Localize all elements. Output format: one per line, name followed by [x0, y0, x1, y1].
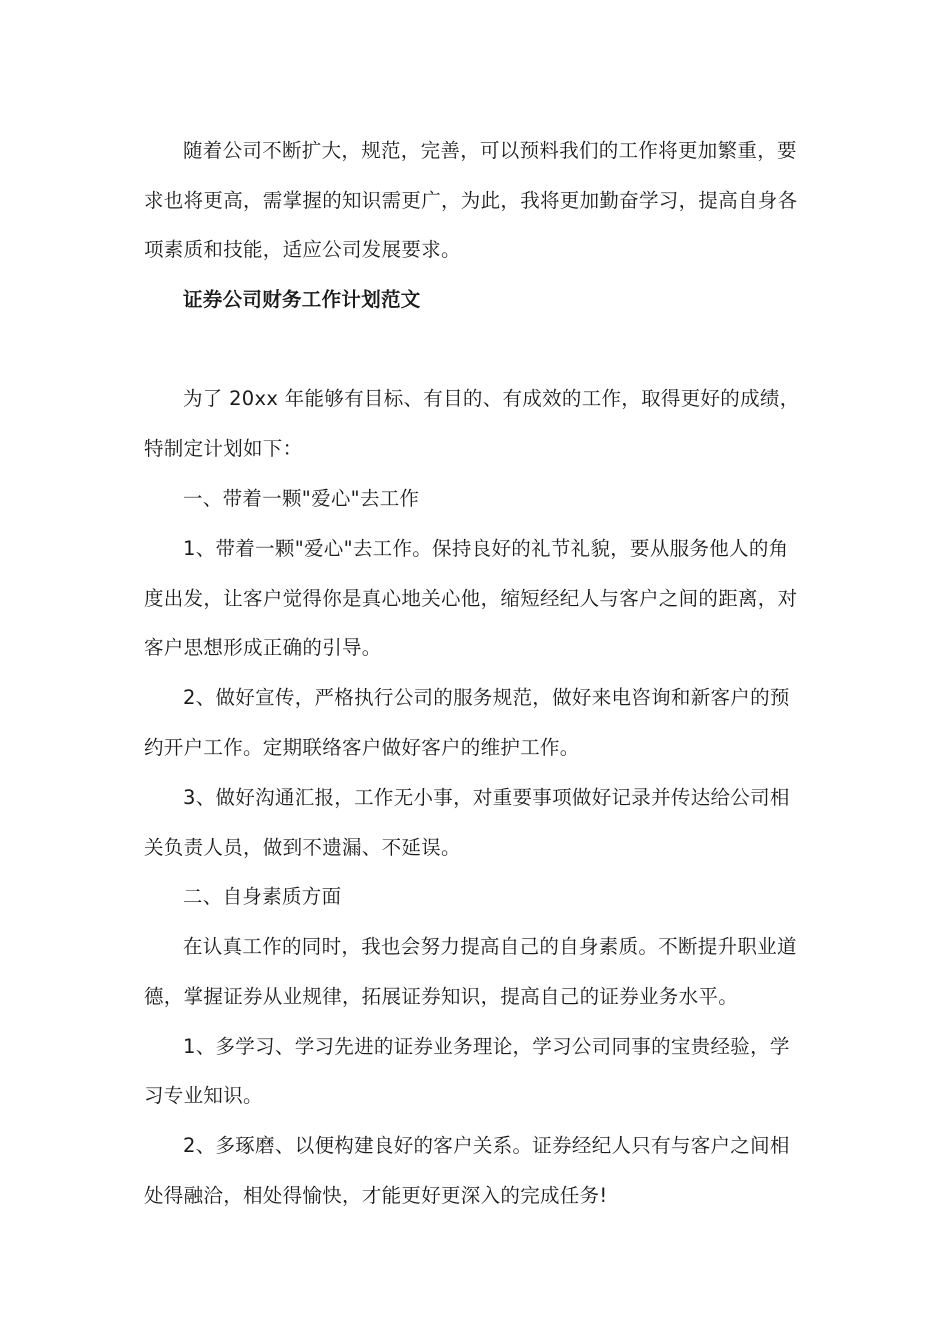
subheading: 一、带着一颗"爱心"去工作 [183, 487, 420, 510]
paragraph-line: 德，掌握证券从业规律，拓展证券知识，提高自己的证券业务水平。 [144, 985, 739, 1008]
paragraph-line: 特制定计划如下： [144, 437, 303, 460]
section-title: 证券公司财务工作计划范文 [183, 288, 421, 311]
paragraph-line: 2、多琢磨、以便构建良好的客户关系。证券经纪人只有与客户之间相 [183, 1134, 790, 1157]
paragraph-line: 约开户工作。定期联络客户做好客户的维护工作。 [144, 736, 580, 759]
paragraph-line: 1、带着一颗"爱心"去工作。保持良好的礼节礼貌，要从服务他人的角 [183, 537, 789, 560]
paragraph-line: 关负责人员，做到不遗漏、不延误。 [144, 836, 461, 859]
subheading: 二、自身素质方面 [183, 885, 342, 908]
paragraph-line: 项素质和技能，适应公司发展要求。 [144, 238, 461, 261]
paragraph-line: 在认真工作的同时，我也会努力提高自己的自身素质。不断提升职业道 [183, 935, 797, 958]
paragraph-line: 处得融洽，相处得愉快，才能更好更深入的完成任务! [144, 1184, 608, 1207]
paragraph-line: 随着公司不断扩大，规范，完善，可以预料我们的工作将更加繁重，要 [183, 139, 797, 162]
paragraph-line: 习专业知识。 [144, 1084, 263, 1107]
paragraph-line: 度出发，让客户觉得你是真心地关心他，缩短经纪人与客户之间的距离，对 [144, 587, 798, 610]
paragraph-line: 为了 20xx 年能够有目标、有目的、有成效的工作，取得更好的成绩， [183, 387, 800, 410]
paragraph-line: 2、做好宣传，严格执行公司的服务规范，做好来电咨询和新客户的预 [183, 686, 790, 709]
paragraph-line: 客户思想形成正确的引导。 [144, 636, 382, 659]
paragraph-line: 3、做好沟通汇报，工作无小事，对重要事项做好记录并传达给公司相 [183, 786, 790, 809]
paragraph-line: 1、多学习、学习先进的证券业务理论，学习公司同事的宝贵经验，学 [183, 1035, 790, 1058]
paragraph-line: 求也将更高，需掌握的知识需更广，为此，我将更加勤奋学习，提高自身各 [144, 189, 798, 212]
